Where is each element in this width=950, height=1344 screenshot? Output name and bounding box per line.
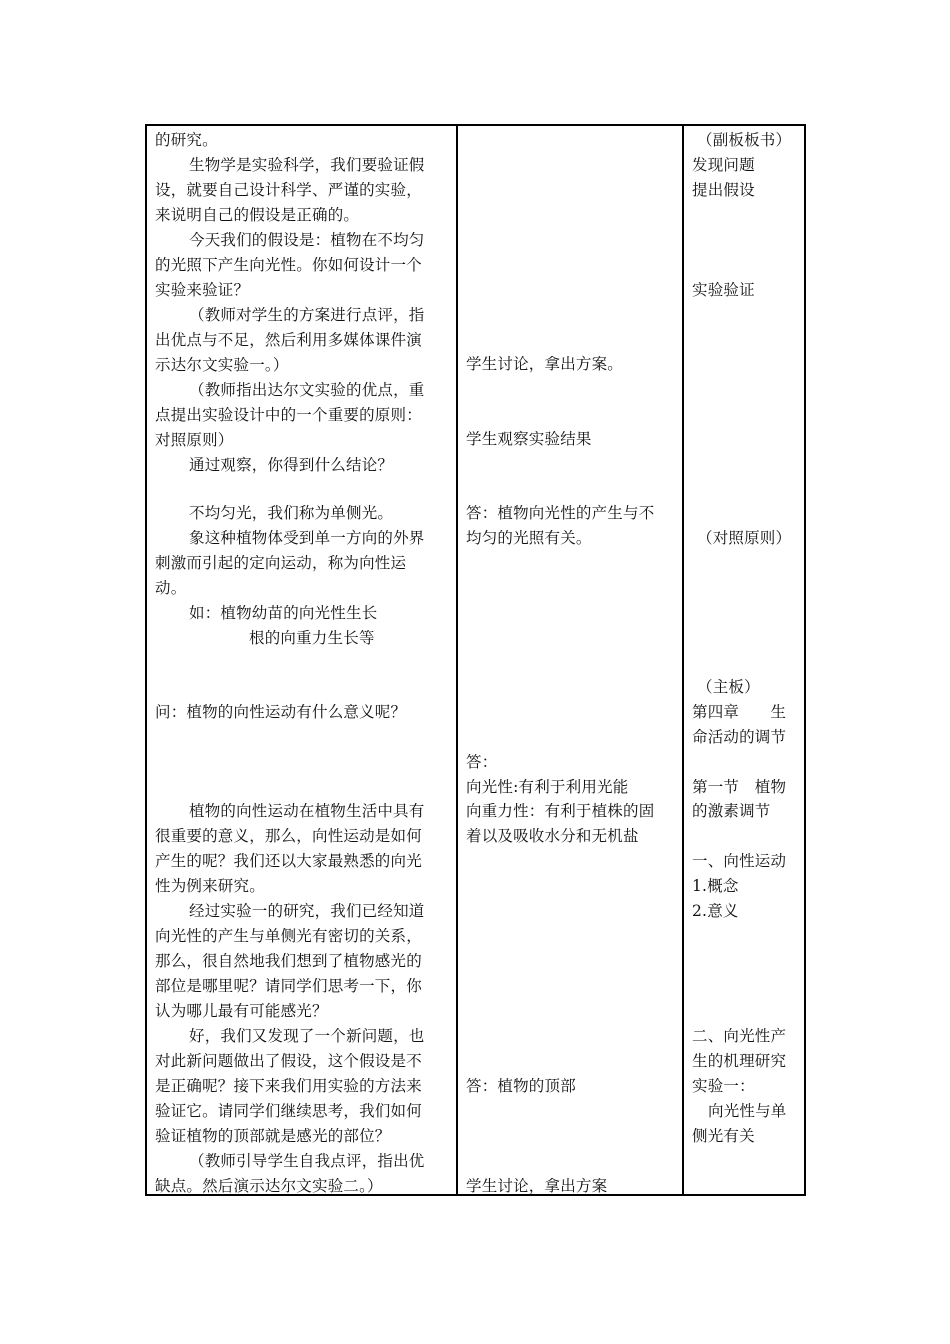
teacher-line: （教师指出达尔文实验的优点，重 <box>189 381 425 399</box>
teacher-line: 通过观察，你得到什么结论？ <box>189 456 394 474</box>
teacher-line: 是正确呢？接下来我们用实验的方法来 <box>155 1077 422 1095</box>
board-line: 第一节 植物 <box>692 778 787 796</box>
board-line: （对照原则） <box>697 529 792 547</box>
teacher-line: 今天我们的假设是：植物在不均匀 <box>189 231 425 249</box>
teacher-line: 产生的呢？我们还以大家最熟悉的向光 <box>155 852 422 870</box>
teacher-line: 那么，很自然地我们想到了植物感光的 <box>155 952 422 970</box>
teacher-activity-column <box>147 126 458 1194</box>
blackboard-column <box>684 126 804 1194</box>
teacher-line: 很重要的意义，那么，向性运动是如何 <box>155 827 422 845</box>
teacher-line: 象这种植物体受到单一方向的外界 <box>189 529 425 547</box>
teacher-line: 的光照下产生向光性。你如何设计一个 <box>155 256 422 274</box>
board-line: 2.意义 <box>692 902 739 920</box>
teacher-line: 出优点与不足，然后利用多媒体课件演 <box>155 331 422 349</box>
board-line: （副板板书） <box>697 131 792 149</box>
teacher-line: 生物学是实验科学，我们要验证假 <box>189 156 425 174</box>
teacher-line: （教师引导学生自我点评，指出优 <box>189 1152 425 1170</box>
student-line: 均匀的光照有关。 <box>466 529 592 547</box>
board-line: 一、向性运动 <box>692 852 787 870</box>
teacher-line: （教师对学生的方案进行点评，指 <box>189 306 425 324</box>
student-line: 向重力性：有利于植株的固 <box>466 802 655 820</box>
board-line: 第四章 生 <box>692 703 787 721</box>
board-line: 生的机理研究 <box>692 1052 787 1070</box>
teacher-line: 对照原则） <box>155 431 234 449</box>
student-line: 学生观察实验结果 <box>466 430 592 448</box>
teacher-line: 性为例来研究。 <box>155 877 265 895</box>
student-line: 着以及吸收水分和无机盐 <box>466 827 639 845</box>
board-line: 实验验证 <box>692 281 755 299</box>
student-line: 答：植物的顶部 <box>466 1077 576 1095</box>
teacher-line: 验证植物的顶部就是感光的部位？ <box>155 1127 391 1145</box>
board-line: 二、向光性产 <box>692 1027 787 1045</box>
teacher-line: 不均匀光，我们称为单侧光。 <box>189 504 394 522</box>
board-line: 向光性与单 <box>708 1102 787 1120</box>
student-line: 学生讨论，拿出方案 <box>466 1177 608 1195</box>
teacher-line: 部位是哪里呢？请同学们思考一下，你 <box>155 977 422 995</box>
teacher-line: 好，我们又发现了一个新问题，也 <box>189 1027 425 1045</box>
board-line: 实验一： <box>692 1077 755 1095</box>
teacher-line: 根的向重力生长等 <box>249 629 375 647</box>
student-line: 答：植物向光性的产生与不 <box>466 504 655 522</box>
teacher-line: 点提出实验设计中的一个重要的原则： <box>155 406 422 424</box>
board-line: 发现问题 <box>692 156 755 174</box>
student-line: 学生讨论，拿出方案。 <box>466 355 624 373</box>
teacher-line: 验证它。请同学们继续思考，我们如何 <box>155 1102 422 1120</box>
teacher-line: 缺点。然后演示达尔文实验二。） <box>155 1177 383 1195</box>
teacher-line: 向光性的产生与单侧光有密切的关系， <box>155 927 422 945</box>
teacher-line: 问：植物的向性运动有什么意义呢？ <box>155 703 407 721</box>
teacher-line: 设，就要自己设计科学、严谨的实验， <box>155 181 422 199</box>
teacher-line: 如：植物幼苗的向光性生长 <box>189 604 378 622</box>
teacher-line: 刺激而引起的定向运动，称为向性运 <box>155 554 407 572</box>
teacher-line: 的研究。 <box>155 131 218 149</box>
lesson-plan-table <box>145 124 806 1196</box>
board-line: 命活动的调节 <box>692 728 787 746</box>
teacher-line: 经过实验一的研究，我们已经知道 <box>189 902 425 920</box>
teacher-line: 来说明自己的假设是正确的。 <box>155 206 360 224</box>
teacher-line: 示达尔文实验一。） <box>155 356 289 374</box>
board-line: 1.概念 <box>692 877 739 895</box>
board-line: 提出假设 <box>692 181 755 199</box>
teacher-line: 认为哪儿最有可能感光？ <box>155 1002 328 1020</box>
student-line: 向光性:有利于利用光能 <box>466 778 629 796</box>
teacher-line: 动。 <box>155 579 187 597</box>
teacher-line: 对此新问题做出了假设，这个假设是不 <box>155 1052 422 1070</box>
board-line: 侧光有关 <box>692 1127 755 1145</box>
student-activity-column <box>458 126 684 1194</box>
teacher-line: 植物的向性运动在植物生活中具有 <box>189 802 425 820</box>
teacher-line: 实验来验证？ <box>155 281 250 299</box>
board-line: 的激素调节 <box>692 802 771 820</box>
board-line: （主板） <box>697 678 760 696</box>
student-line: 答： <box>466 753 498 771</box>
